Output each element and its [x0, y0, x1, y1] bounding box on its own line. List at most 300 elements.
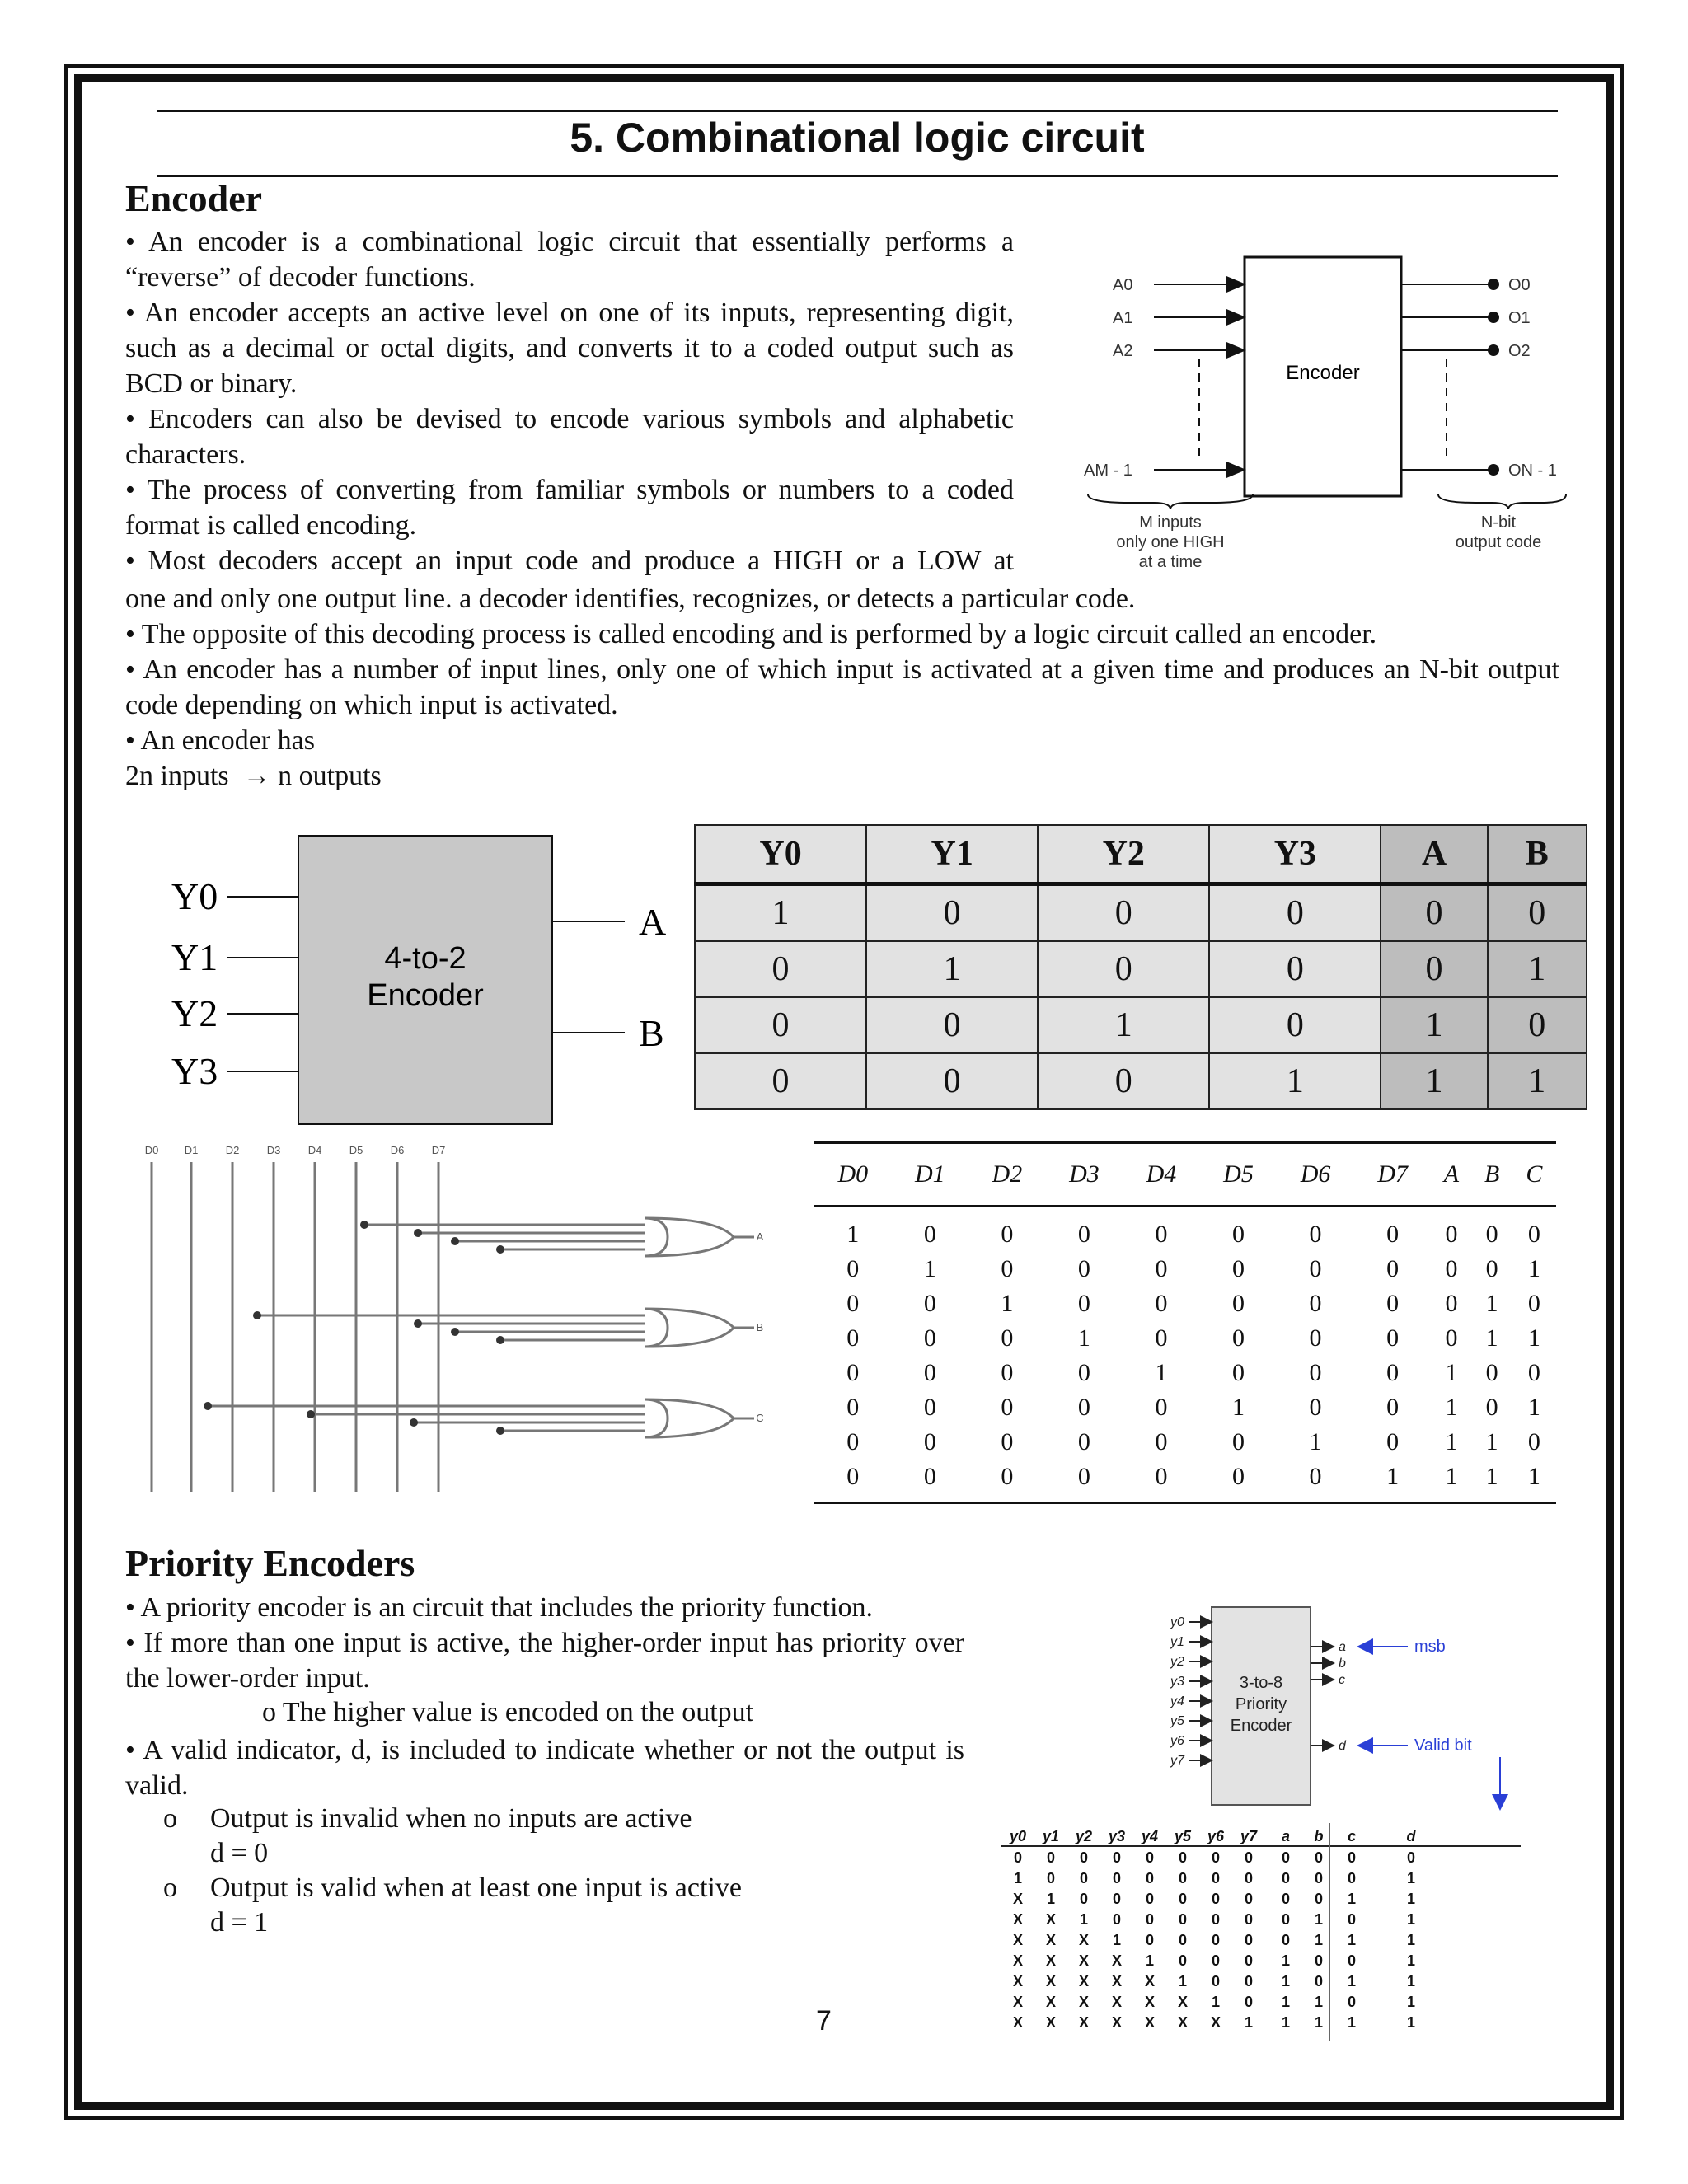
- table-row: [814, 1390, 1556, 1425]
- table-cell: 0: [1386, 1255, 1400, 1282]
- table-cell: 0: [1209, 997, 1381, 1053]
- table-cell: 0: [866, 1053, 1038, 1109]
- encoder-4to2-label: Encoder: [367, 978, 484, 1013]
- table-cell: 1: [1527, 1394, 1540, 1421]
- priority-output-label: d: [1339, 1739, 1346, 1753]
- table-header: D2: [968, 1143, 1046, 1207]
- sub-text: Output is valid when at least one input is active: [210, 1872, 742, 1903]
- table-cell: 0: [892, 1460, 969, 1503]
- sub-text: The higher value is encoded on the output: [282, 1697, 754, 1727]
- circuit-input-label: D7: [431, 1144, 446, 1156]
- priority-encoder-diagram: [1146, 1599, 1541, 1821]
- circuit-input-label: D0: [144, 1144, 159, 1156]
- table-cell: 1: [1527, 1324, 1540, 1352]
- priority-table-cell: X: [1012, 1952, 1024, 1969]
- table-cell: 0: [846, 1324, 860, 1352]
- priority-table-cell: 1: [1314, 1994, 1324, 2010]
- table-header: B: [1472, 1143, 1512, 1207]
- table-cell: 0: [1527, 1359, 1540, 1386]
- priority-table-cell: 0: [1347, 1994, 1357, 2010]
- encoder-bullet: • An encoder is a combinational logic circuit that essentially performs a “reverse” of decoder functions.: [125, 224, 1014, 295]
- priority-table-cell: X: [1078, 1994, 1090, 2010]
- priority-table-cell: 1: [1314, 2014, 1324, 2031]
- priority-table-cell: 0: [1145, 1891, 1155, 1907]
- table-cell: 0: [1155, 1221, 1168, 1248]
- priority-table-cell: 0: [1178, 1891, 1188, 1907]
- table-cell: 0: [1309, 1359, 1322, 1386]
- output-label: ON - 1: [1508, 462, 1557, 480]
- priority-table-cell: 0: [1406, 1849, 1416, 1866]
- table-cell: 0: [923, 1394, 936, 1421]
- output-label: A: [639, 901, 667, 943]
- priority-table-cell: 0: [1178, 1911, 1188, 1928]
- table-header-row: [695, 825, 1587, 884]
- table-cell: 0: [1386, 1428, 1400, 1455]
- table-cell: 1: [1077, 1324, 1090, 1352]
- priority-table-cell: 0: [1046, 1849, 1056, 1866]
- input-label: A1: [1113, 309, 1133, 327]
- input-note: at a time: [1138, 553, 1203, 571]
- table-cell: 0: [1232, 1290, 1245, 1317]
- priority-heading: Priority Encoders: [125, 1542, 415, 1584]
- table-cell: 0: [1155, 1324, 1168, 1352]
- priority-table-cell: 0: [1211, 1870, 1221, 1886]
- priority-table-cell: 0: [1112, 1849, 1122, 1866]
- priority-table-cell: X: [1078, 2014, 1090, 2031]
- priority-table-cell: 0: [1079, 1870, 1089, 1886]
- table-cell: 0: [1309, 1290, 1322, 1317]
- table-cell: 0: [1445, 1290, 1458, 1317]
- table-cell: 1: [1472, 1460, 1512, 1503]
- priority-table-header: y0: [1009, 1828, 1027, 1844]
- priority-input-label: y7: [1170, 1754, 1184, 1768]
- input-label: Y3: [171, 1050, 218, 1092]
- table-cell: 0: [1046, 1460, 1123, 1503]
- output-terminal: [1488, 464, 1499, 476]
- table-row: [814, 1356, 1556, 1390]
- input-label: Y0: [171, 875, 218, 917]
- circuit-input-label: D3: [266, 1144, 281, 1156]
- table-row: [695, 884, 1587, 942]
- table-cell: 1: [695, 884, 866, 942]
- priority-box-label: 3-to-8: [1239, 1674, 1283, 1692]
- priority-input-label: y3: [1170, 1675, 1184, 1689]
- priority-table-cell: 0: [1244, 1973, 1254, 1990]
- input-label: AM - 1: [1084, 462, 1132, 480]
- encoder-4to2-diagram: [157, 824, 684, 1129]
- table-cell: 0: [695, 997, 866, 1053]
- circuit-output-label: B: [756, 1321, 764, 1333]
- table-cell: 1: [1445, 1359, 1458, 1386]
- priority-table-cell: 1: [1046, 1891, 1056, 1907]
- priority-box-label: Priority: [1235, 1695, 1287, 1713]
- priority-bullet: • A valid indicator, d, is included to indicate whether or not the output is valid.: [125, 1732, 964, 1803]
- priority-table-cell: 0: [1244, 1891, 1254, 1907]
- output-label: B: [639, 1012, 664, 1054]
- priority-truth-table: [1001, 1823, 1529, 2046]
- table-cell: 1: [1381, 1053, 1487, 1109]
- priority-table-cell: X: [1012, 1911, 1024, 1928]
- priority-table-cell: 1: [1347, 1891, 1357, 1907]
- table-cell: 1: [1488, 1053, 1587, 1109]
- priority-table-cell: 0: [1347, 1911, 1357, 1928]
- priority-table-cell: X: [1012, 2014, 1024, 2031]
- priority-table-cell: 1: [1211, 1994, 1221, 2010]
- encoder-bullet: • An encoder accepts an active level on one of its inputs, representing digit, such as a decimal or octal digits, and converts it to a coded output such as BCD or binary.: [125, 295, 1014, 401]
- table-header: Y3: [1209, 825, 1381, 884]
- priority-table-cell: X: [1177, 2014, 1189, 2031]
- table-cell: 0: [695, 1053, 866, 1109]
- table-cell: 1: [1381, 997, 1487, 1053]
- priority-table-cell: X: [1012, 1891, 1024, 1907]
- priority-table-cell: 0: [1244, 1932, 1254, 1948]
- priority-table-cell: X: [1012, 1973, 1024, 1990]
- priority-table-cell: 0: [1244, 1994, 1254, 2010]
- priority-bullets-2: [125, 1732, 964, 1803]
- table-cell: 1: [1209, 1053, 1381, 1109]
- table-cell: 0: [1038, 884, 1209, 942]
- table-cell: 0: [846, 1255, 860, 1282]
- table-cell: 1: [846, 1221, 860, 1248]
- priority-table-cell: X: [1045, 1973, 1057, 1990]
- output-label: O1: [1508, 309, 1531, 327]
- priority-table-cell: 0: [1211, 1952, 1221, 1969]
- priority-table-cell: X: [1078, 1973, 1090, 1990]
- table-cell: 1: [1445, 1394, 1458, 1421]
- priority-table-cell: 1: [1406, 1870, 1416, 1886]
- priority-table-cell: 1: [1314, 1932, 1324, 1948]
- circuit-input-label: D4: [307, 1144, 322, 1156]
- table-cell: 0: [1386, 1324, 1400, 1352]
- priority-table-cell: X: [1210, 2014, 1221, 2031]
- table-cell: 1: [1431, 1460, 1471, 1503]
- table-cell: 0: [1001, 1359, 1014, 1386]
- octal-encoder-circuit: [140, 1137, 767, 1500]
- priority-input-label: y0: [1170, 1615, 1184, 1629]
- table-cell: 0: [846, 1428, 860, 1455]
- priority-table-cell: 0: [1244, 1849, 1254, 1866]
- msb-label: msb: [1414, 1638, 1446, 1656]
- table-cell: 0: [1488, 884, 1587, 942]
- table-cell: 0: [1155, 1428, 1168, 1455]
- encoder-bullet: • Encoders can also be devised to encode various symbols and alphabetic characters.: [125, 401, 1014, 472]
- table-cell: 1: [1001, 1290, 1014, 1317]
- table-cell: 0: [1001, 1394, 1014, 1421]
- input-label: Y2: [171, 992, 218, 1034]
- priority-table-cell: 1: [1079, 1911, 1089, 1928]
- priority-table-cell: X: [1144, 2014, 1156, 2031]
- input-brace: [1088, 494, 1253, 509]
- table-cell: 0: [1381, 941, 1487, 997]
- table-cell: 0: [1001, 1221, 1014, 1248]
- table-cell: 0: [1232, 1255, 1245, 1282]
- table-cell: 0: [1527, 1290, 1540, 1317]
- table-cell: 0: [1077, 1221, 1090, 1248]
- table-cell: 1: [1354, 1460, 1432, 1503]
- priority-table-cell: 0: [1281, 1932, 1291, 1948]
- priority-subpoint: [262, 1697, 753, 1728]
- priority-table-cell: 0: [1211, 1891, 1221, 1907]
- priority-table-cell: 0: [1013, 1849, 1023, 1866]
- table-cell: 0: [1485, 1394, 1498, 1421]
- priority-bullets: [125, 1590, 964, 1696]
- priority-table-cell: 0: [1314, 1849, 1324, 1866]
- priority-table-cell: 1: [1145, 1952, 1155, 1969]
- priority-output-label: c: [1339, 1673, 1345, 1687]
- table-cell: 0: [866, 884, 1038, 942]
- table-row: [814, 1460, 1556, 1503]
- priority-table-cell: 0: [1347, 1849, 1357, 1866]
- table-cell: 0: [923, 1359, 936, 1386]
- priority-table-cell: 0: [1211, 1973, 1221, 1990]
- priority-table-header: b: [1314, 1828, 1324, 1844]
- table-cell: 0: [1038, 1053, 1209, 1109]
- priority-table-cell: X: [1111, 2014, 1123, 2031]
- encoder-bullets: [125, 224, 1014, 579]
- table-row: [814, 1206, 1556, 1252]
- output-label: O0: [1508, 276, 1531, 294]
- input-label: Y1: [171, 936, 218, 978]
- circuit-output-label: A: [756, 1230, 764, 1243]
- table-cell: 0: [1232, 1221, 1245, 1248]
- sub-marker: o: [163, 1872, 177, 1903]
- priority-table-cell: X: [1144, 1973, 1156, 1990]
- priority-table-cell: X: [1012, 1932, 1024, 1948]
- encoder-bullets-wide: [125, 581, 1559, 794]
- table-cell: 0: [1277, 1460, 1354, 1503]
- page-number: 7: [816, 2005, 832, 2036]
- input-label: A2: [1113, 342, 1133, 360]
- priority-input-label: y2: [1170, 1655, 1184, 1669]
- priority-table-cell: 1: [1347, 1932, 1357, 1948]
- output-label: O2: [1508, 342, 1531, 360]
- priority-bullet: • If more than one input is active, the higher-order input has priority over the lower-order input.: [125, 1625, 964, 1696]
- sub-text: Output is invalid when no inputs are active: [210, 1803, 692, 1834]
- table-header: D4: [1123, 1143, 1200, 1207]
- priority-table-cell: 1: [1281, 2014, 1291, 2031]
- priority-table-cell: 1: [1406, 1973, 1416, 1990]
- priority-table-cell: 1: [1314, 1911, 1324, 1928]
- priority-table-cell: 0: [1178, 1932, 1188, 1948]
- table-cell: 0: [1527, 1221, 1540, 1248]
- output-terminal: [1488, 312, 1499, 323]
- circuit-input-label: D2: [225, 1144, 240, 1156]
- table-cell: 0: [1527, 1428, 1540, 1455]
- priority-output-label: b: [1339, 1657, 1346, 1671]
- priority-table-cell: 0: [1178, 1849, 1188, 1866]
- priority-table-cell: X: [1045, 1952, 1057, 1969]
- table-row: [814, 1286, 1556, 1321]
- valid-label: Valid bit: [1414, 1736, 1472, 1755]
- priority-table-cell: 0: [1314, 1870, 1324, 1886]
- table-header: D3: [1046, 1143, 1123, 1207]
- output-terminal: [1488, 344, 1499, 356]
- priority-table-cell: 1: [1347, 1973, 1357, 1990]
- table-cell: 0: [1381, 884, 1487, 942]
- table-cell: 1: [923, 1255, 936, 1282]
- table-cell: 0: [1445, 1221, 1458, 1248]
- priority-table-cell: 1: [1406, 1891, 1416, 1907]
- priority-table-cell: 0: [1347, 1870, 1357, 1886]
- table-header-row: [814, 1143, 1556, 1207]
- table-cell: 0: [1155, 1394, 1168, 1421]
- table-cell: 0: [1077, 1290, 1090, 1317]
- table-header: D0: [814, 1143, 892, 1207]
- priority-table-cell: 0: [1211, 1911, 1221, 1928]
- priority-table-header: y4: [1141, 1828, 1159, 1844]
- table-cell: 0: [1386, 1394, 1400, 1421]
- page-title: 5. Combinational logic circuit: [570, 115, 1145, 161]
- table-cell: 0: [1386, 1290, 1400, 1317]
- sub-marker: o: [163, 1803, 177, 1834]
- table-header: B: [1488, 825, 1587, 884]
- title-rule-top: [157, 110, 1558, 112]
- table-header: A: [1431, 1143, 1471, 1207]
- table-cell: 0: [695, 941, 866, 997]
- table-cell: 0: [1232, 1428, 1245, 1455]
- table-cell: 1: [1485, 1428, 1498, 1455]
- priority-input-label: y1: [1170, 1635, 1184, 1649]
- priority-table-cell: X: [1078, 1952, 1090, 1969]
- table-header: D1: [892, 1143, 969, 1207]
- table-cell: 0: [1077, 1255, 1090, 1282]
- table-cell: 0: [923, 1324, 936, 1352]
- table-cell: 0: [1001, 1428, 1014, 1455]
- output-note: output code: [1455, 533, 1542, 551]
- table-row: [814, 1425, 1556, 1460]
- priority-table-cell: 0: [1145, 1849, 1155, 1866]
- table-cell: 0: [1001, 1255, 1014, 1282]
- priority-table-cell: 0: [1178, 1952, 1188, 1969]
- table-row: [695, 1053, 1587, 1109]
- table-row: [814, 1252, 1556, 1286]
- encoder-bullet: • An encoder has a number of input lines, only one of which input is activated at a given time and produces an N-bit output code depending on which input is activated.: [125, 652, 1559, 723]
- priority-table-cell: X: [1078, 1932, 1090, 1948]
- priority-table-cell: 0: [1281, 1870, 1291, 1886]
- table-cell: 1: [1512, 1460, 1556, 1503]
- priority-table-cell: 0: [1244, 1911, 1254, 1928]
- table-cell: 0: [1309, 1324, 1322, 1352]
- priority-input-label: y6: [1170, 1734, 1184, 1748]
- priority-table-cell: 1: [1406, 1932, 1416, 1948]
- priority-table-header: y2: [1075, 1828, 1093, 1844]
- table-cell: 0: [1077, 1394, 1090, 1421]
- table-cell: 0: [923, 1428, 936, 1455]
- table-cell: 0: [1209, 884, 1381, 942]
- priority-table-cell: X: [1045, 1994, 1057, 2010]
- encoder-io-line: 2n inputs → n outputs: [125, 761, 382, 791]
- table-cell: 0: [846, 1359, 860, 1386]
- table-cell: 0: [923, 1221, 936, 1248]
- priority-table-cell: 0: [1347, 1952, 1357, 1969]
- priority-table-cell: 1: [1281, 1973, 1291, 1990]
- sub-marker: o: [262, 1697, 276, 1727]
- table-cell: 0: [1445, 1255, 1458, 1282]
- sub-equation: d = 1: [210, 1907, 269, 1938]
- output-terminal: [1488, 279, 1499, 290]
- table-cell: 1: [866, 941, 1038, 997]
- priority-table-cell: 1: [1406, 1994, 1416, 2010]
- table-cell: 1: [1155, 1359, 1168, 1386]
- table-cell: 0: [1232, 1324, 1245, 1352]
- priority-table-cell: 0: [1046, 1870, 1056, 1886]
- table-cell: 0: [923, 1290, 936, 1317]
- table-cell: 0: [1001, 1324, 1014, 1352]
- circuit-input-label: D6: [390, 1144, 405, 1156]
- circuit-input-label: D5: [349, 1144, 363, 1156]
- input-note: only one HIGH: [1116, 533, 1225, 551]
- table-cell: 1: [1485, 1324, 1498, 1352]
- priority-table-cell: 0: [1145, 1932, 1155, 1948]
- priority-table-cell: X: [1045, 1932, 1057, 1948]
- table-cell: 0: [1386, 1359, 1400, 1386]
- circuit-output-label: C: [756, 1412, 764, 1424]
- priority-table-cell: X: [1111, 1994, 1123, 2010]
- table-cell: 1: [1232, 1394, 1245, 1421]
- priority-table-cell: X: [1177, 1994, 1189, 2010]
- priority-table-header: a: [1281, 1828, 1291, 1844]
- table-cell: 1: [1038, 997, 1209, 1053]
- encoder-bullet-continued: one and only one output line. a decoder identifies, recognizes, or detects a particular code.: [125, 583, 1136, 614]
- priority-table-cell: 0: [1178, 1870, 1188, 1886]
- priority-table-cell: 0: [1145, 1911, 1155, 1928]
- priority-table-header: y5: [1174, 1828, 1192, 1844]
- priority-table-cell: 1: [1406, 2014, 1416, 2031]
- sub-equation: d = 0: [210, 1838, 269, 1868]
- priority-table-cell: 0: [1079, 1891, 1089, 1907]
- priority-table-cell: 0: [1145, 1870, 1155, 1886]
- table-cell: 0: [1200, 1460, 1278, 1503]
- table-cell: 0: [814, 1460, 892, 1503]
- output-brace: [1438, 494, 1566, 509]
- table-cell: 1: [1488, 941, 1587, 997]
- priority-table-cell: X: [1111, 1973, 1123, 1990]
- table-row: [695, 997, 1587, 1053]
- priority-table-header: y1: [1042, 1828, 1060, 1844]
- table-header: D5: [1200, 1143, 1278, 1207]
- table-cell: 0: [1209, 941, 1381, 997]
- table-cell: 0: [1309, 1221, 1322, 1248]
- table-cell: 0: [846, 1394, 860, 1421]
- table-cell: 0: [1038, 941, 1209, 997]
- table-cell: 0: [1386, 1221, 1400, 1248]
- priority-input-label: y5: [1170, 1714, 1184, 1728]
- table-row: [814, 1321, 1556, 1356]
- table-cell: 0: [1123, 1460, 1200, 1503]
- table-header: C: [1512, 1143, 1556, 1207]
- output-note: N-bit: [1480, 513, 1517, 532]
- priority-table-cell: 1: [1112, 1932, 1122, 1948]
- circuit-input-label: D1: [184, 1144, 199, 1156]
- priority-table-cell: 1: [1013, 1870, 1023, 1886]
- table-cell: 0: [1485, 1255, 1498, 1282]
- priority-table-cell: 0: [1281, 1911, 1291, 1928]
- priority-table-header: c: [1347, 1828, 1357, 1844]
- encoder-4to2-label: 4-to-2: [384, 941, 467, 976]
- encoder-bullet: • An encoder has: [125, 723, 1559, 758]
- encoder-block-diagram: [1063, 247, 1574, 585]
- table-cell: 1: [1445, 1428, 1458, 1455]
- table-cell: 0: [1155, 1255, 1168, 1282]
- table-cell: 0: [1488, 997, 1587, 1053]
- priority-box-label: Encoder: [1230, 1717, 1292, 1735]
- table-cell: 1: [1485, 1290, 1498, 1317]
- encoder-heading: Encoder: [125, 177, 263, 219]
- priority-table-cell: 0: [1112, 1911, 1122, 1928]
- priority-table-cell: 1: [1281, 1952, 1291, 1969]
- priority-table-cell: 0: [1314, 1952, 1324, 1969]
- priority-table-cell: 0: [1079, 1849, 1089, 1866]
